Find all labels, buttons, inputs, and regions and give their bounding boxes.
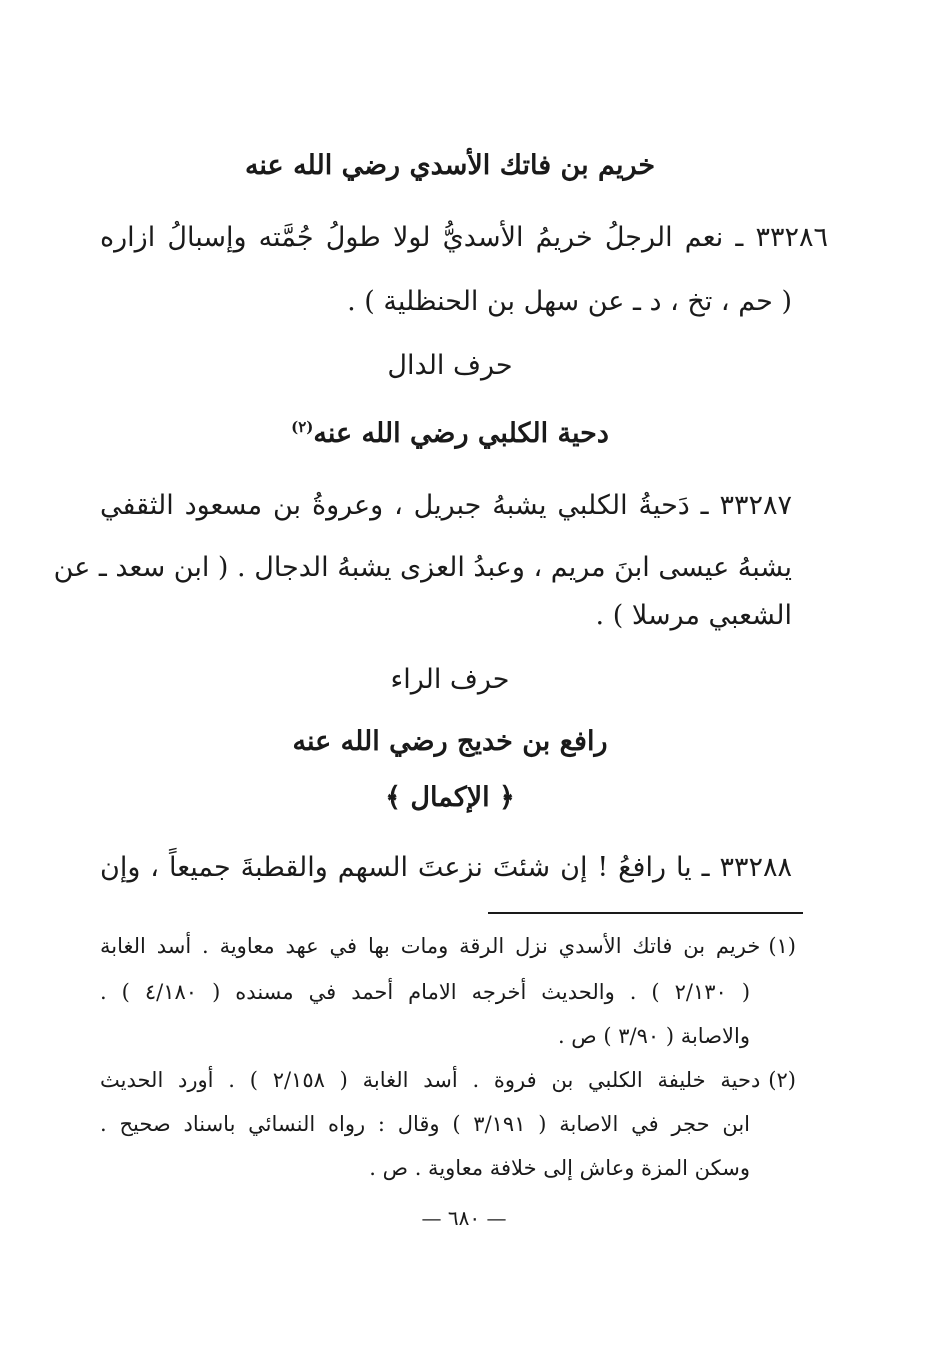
harf-ra-text: حرف الراء [390, 664, 510, 695]
hadith-33288-text-1: ٣٣٢٨٨ ـ يا رافعُ ! إن شئتَ نزعتَ السهم والقطبةَ جميعاً ، وإن [100, 852, 792, 883]
hadith-33287-line-1 [100, 490, 792, 521]
footnote-2-line-2 [100, 1112, 750, 1136]
hadith-33287-line-3 [100, 600, 792, 631]
hadith-33286-line-2 [100, 286, 792, 317]
footnote-2-line-3 [100, 1156, 750, 1180]
dihya-heading-text: دحية الكلبي رضي الله عنه [313, 418, 609, 449]
footnote-1-text-1: خريم بن فاتك الأسدي نزل الرقة ومات بها في عهد معاوية . أسد الغابة [100, 934, 761, 958]
section-heading-ikmal [100, 782, 800, 813]
section-heading-harf-dal [100, 350, 800, 381]
footnote-1-line-1 [100, 934, 796, 958]
harf-dal-text: حرف الدال [387, 350, 513, 381]
footnote-separator [488, 912, 803, 914]
hadith-33287-text-1: ٣٣٢٨٧ ـ دَحيةُ الكلبي يشبهُ جبريل ، وعروةُ بن مسعود الثقفي [100, 490, 792, 521]
hadith-33286-text-1: ٣٣٢٨٦ ـ نعم الرجلُ خريمُ الأسديُّ لولا طولُ جُمَّته وإسبالُ ازاره [100, 222, 828, 253]
footnote-1-number: (١) [768, 934, 796, 958]
page-number [0, 1206, 928, 1230]
footnote-2-line-1 [100, 1068, 796, 1092]
hadith-33287-text-2: يشبهُ عيسى ابنَ مريم ، وعبدُ العزى يشبهُ الدجال . ( ابن سعد ـ عن [53, 552, 792, 583]
section-heading-harf-ra [100, 664, 800, 695]
rafi-heading-text: رافع بن خديج رضي الله عنه [292, 726, 608, 757]
hadith-33287-text-3: الشعبي مرسلا ) . [595, 600, 792, 631]
section-heading-khuraym-text: خريم بن فاتك الأسدي رضي الله عنه [244, 150, 656, 181]
hadith-33286-line-1 [100, 222, 828, 253]
hadith-33287-line-2 [53, 552, 792, 583]
hadith-33288-line-1 [100, 852, 792, 883]
footnote-1-line-3 [100, 1024, 750, 1048]
footnote-2-text-1: دحية خليفة الكلبي بن فروة . أسد الغابة ( ٢/١٥٨ ) . أورد الحديث [100, 1068, 761, 1092]
page-number-text: — ٦٨٠ — [421, 1206, 507, 1230]
hadith-33286-text-2: ( حم ، تخ ، د ـ عن سهل بن الحنظلية ) . [347, 286, 792, 317]
section-heading-rafi [100, 726, 800, 757]
footnote-2-text-3: وسكن المزة وعاش إلى خلافة معاوية . ص . [369, 1156, 750, 1180]
section-heading-khuraym [100, 150, 800, 181]
section-heading-dihya [100, 418, 800, 449]
footnote-1-text-2: ( ٢/١٣٠ ) . والحديث أخرجه الامام أحمد في مسنده ( ٤/١٨٠ ) . [100, 980, 751, 1004]
footnote-2-text-2: ابن حجر في الاصابة ( ٣/١٩١ ) وقال : رواه النسائي باسناد صحيح . [100, 1112, 751, 1136]
footnote-1-line-2 [100, 980, 750, 1004]
footnote-ref-2: (٢) [291, 418, 314, 436]
footnote-1-text-3: والاصابة ( ٣/٩٠ ) ص . [557, 1024, 750, 1048]
ikmal-heading-text: ﴿ الإكمال ﴾ [385, 782, 515, 813]
footnote-2-number: (٢) [768, 1068, 796, 1092]
